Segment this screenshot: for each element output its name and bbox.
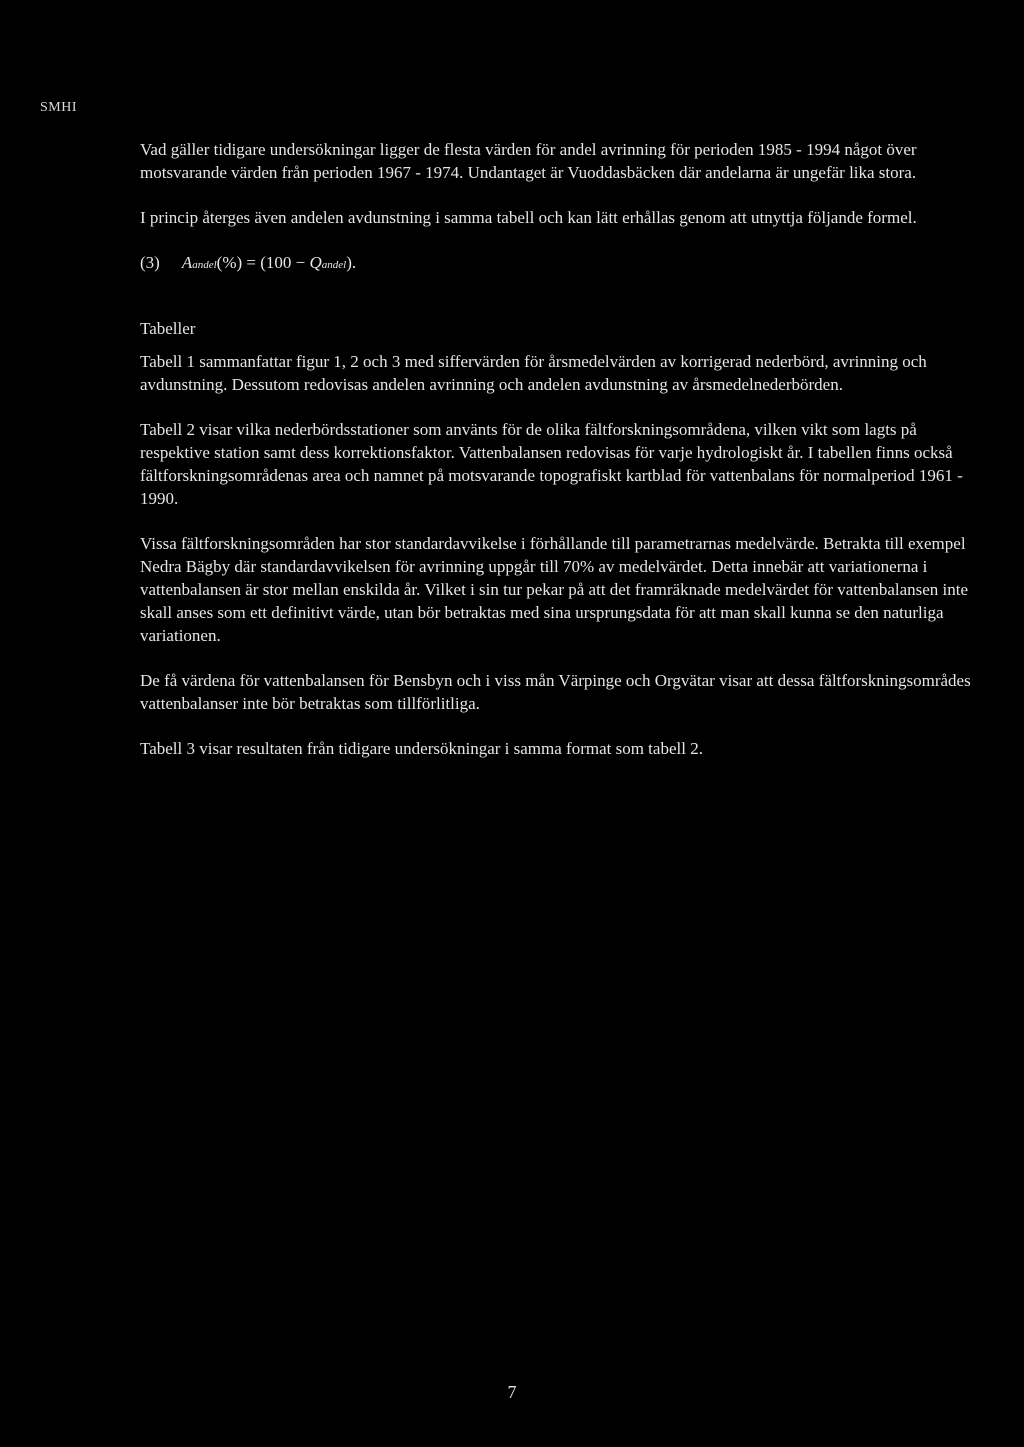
formula-rhs-sub: andel [321,259,347,271]
formula-3 [140,251,980,277]
formula-close: ). [346,253,357,272]
paragraph-evaporation-share: I princip återges även andelen avdunstning i samma tabell och kan lätt erhållas genom att utnyttja följande formel. [140,208,917,227]
section-heading: Tabeller [140,319,196,338]
paragraph-reliability: De få värdena för vattenbalansen för Bensbyn och i viss mån Värpinge och Orgvätar visar att dessa fältforskningsområdes vattenbalanser inte bör betraktas som tillförlitliga. [140,671,971,713]
paragraph-std-deviation: Vissa fältforskningsområden har stor standardavvikelse i förhållande till parametrarnas medelvärde. Betrakta till exempel Nedra Bägby där standardavvikelsen för avrinning uppgår till 70% av medelvärdet. Detta innebär att variationerna i vattenbalansen är stor mellan enskilda år. Vilket i sin tur pekar på att det framräknade medelvärdet för vattenbalansen inte skall anses som ett definitivt värde, utan bör betraktas med sina ursprungsdata för att man skall kunna se den naturliga variationen. [140,534,969,645]
formula-lhs-sub: andel [192,259,217,271]
document-body [140,138,980,782]
paragraph-table-3: Tabell 3 visar resultaten från tidigare undersökningar i samma format som tabell 2. [140,739,703,758]
formula-lhs-rest: (%) = (100 − [216,253,310,272]
formula-lhs-var: A [181,253,193,272]
header-org: SMHI [40,100,78,115]
paragraph-previous-studies: Vad gäller tidigare undersökningar ligger de flesta värden för andel avrinning för perioden 1985 - 1994 något över motsvarande värden från perioden 1967 - 1974. Undantaget är Vuoddasbäcken där andelarna är ungefär lika stora. [140,140,917,182]
paragraph-table-2: Tabell 2 visar vilka nederbördsstationer som använts för de olika fältforskningsområdena, vilken vikt som lagts på respektive station samt dess korrektionsfaktor. Vattenbalansen redovisas för varje hydrologiskt år. I tabellen finns också fältforskningsområdenas area och namnet på motsvarande topografiskt kartblad för vattenbalans för normalperiod 1961 - 1990. [140,420,963,508]
page-number: 7 [507,1382,517,1402]
formula-number: (3) [140,253,160,272]
formula-rhs-var: Q [309,253,322,272]
paragraph-table-1: Tabell 1 sammanfattar figur 1, 2 och 3 med siffervärden för årsmedelvärden av korrigerad nederbörd, avrinning och avdunstning. Dessutom redovisas andelen avrinning och andelen avdunstning av årsmedelnederbörden. [140,352,927,394]
